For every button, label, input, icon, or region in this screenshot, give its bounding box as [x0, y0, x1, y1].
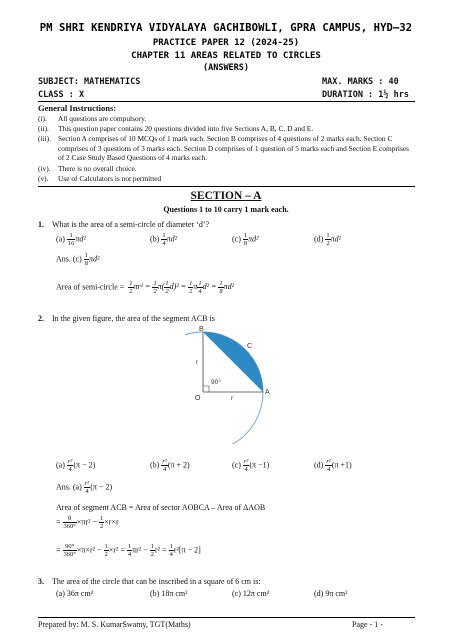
fraction — [188, 280, 193, 295]
fraction — [169, 543, 174, 558]
instruction-text: Section A comprises of 10 MCQs of 1 mark each. Section B comprises of 4 questions of 2 marks each. Section C comprises of 3 questions of 3 marks each. Section D comprises of 1 question of 5 marks each and Section E comprises of 2 Case Study Based Questions of 4 marks each. — [58, 134, 409, 163]
option-c — [232, 458, 269, 473]
denominator: 2 — [153, 288, 157, 295]
numerator: 1 — [189, 280, 193, 287]
instruction-num: (v). — [38, 174, 49, 183]
instruction-text: Use of Calculators is not permitted — [58, 174, 162, 183]
numerator: 1 — [219, 280, 223, 287]
option-expr: (π −1) — [249, 460, 270, 470]
option-label: (d) — [314, 234, 324, 244]
class-label: CLASS : X — [38, 90, 85, 100]
numerator: 1 — [243, 232, 248, 239]
denominator: 360° — [63, 551, 76, 558]
section-title: SECTION – A — [190, 190, 262, 202]
question-3 — [38, 577, 261, 586]
question-text: What is the area of a semi-circle of diameter ‘d’? — [52, 220, 210, 229]
numerator: r² — [326, 458, 331, 465]
fraction — [218, 280, 223, 295]
instruction-num: (ii). — [38, 124, 49, 133]
numerator: 1 — [150, 543, 154, 550]
option-d — [314, 232, 341, 247]
numerator: 1 — [169, 543, 173, 550]
answer-label: Ans. (a) — [56, 482, 82, 492]
instruction-num: (iv). — [38, 164, 51, 173]
label-r-vertical: r — [196, 359, 199, 366]
label-angle: 90° — [211, 379, 221, 386]
option-expr: πd² — [330, 234, 341, 244]
numerator: 1 — [165, 280, 169, 287]
question-1 — [38, 220, 209, 229]
fraction — [164, 280, 169, 295]
instruction-text: There is no overall choice. — [58, 164, 137, 173]
duration-label: DURATION : 1½ hrs — [322, 90, 409, 100]
school-name: PM SHRI KENDRIYA VIDYALAYA GACHIBOWLI, GPRA CAMPUS, HYD–32 — [39, 22, 413, 34]
option-a: (a) 36π cm² — [56, 589, 94, 598]
answer-q2 — [56, 480, 112, 495]
option-label: (d) — [314, 460, 324, 470]
numerator: 1 — [104, 543, 108, 550]
option-b — [150, 232, 177, 247]
working-q1 — [56, 280, 234, 295]
numerator: 1 — [153, 280, 157, 287]
fraction — [197, 280, 202, 295]
option-b — [150, 458, 190, 473]
numerator: r² — [84, 480, 90, 487]
working-label: Area of semi-circle = — [56, 282, 125, 292]
label-c: C — [247, 343, 253, 350]
instruction-text: All questions are compulsory. — [58, 114, 147, 123]
max-marks-label: MAX. MARKS : 40 — [322, 77, 399, 87]
option-b: (b) 18π cm² — [150, 589, 188, 598]
question-number: 2. — [38, 314, 44, 323]
working-expr: $\frac{1}{2}$ πr² = $\frac{1}{2}$ π( $\frac{1}{2}$ d)² = $\frac{1}{2}$ π $\frac{1}{4}$ d² = $\frac{1}{8}$ πd² — [129, 280, 235, 295]
option-expr: πd² — [75, 234, 86, 244]
numerator: 1 — [198, 280, 202, 287]
option-expr: πd² — [248, 234, 259, 244]
numerator: 90° — [63, 543, 77, 551]
option-label: (b) — [150, 460, 160, 470]
footer-page-number: Page - 1 - — [352, 620, 383, 629]
denominator: 16 — [67, 240, 75, 247]
working-q2-line1: Area of segment ACB = Area of sector AOBCA – Area of ΔAOB — [56, 503, 266, 512]
working-q2-line3: = $\frac{90^\circ}{360^\circ}$ ×π×r² − $\frac{1}{2}$ ×r² = $\frac{1}{4}$ πr² − $\frac{1}{2}$ r² = $\frac{1}{4}$ r²[π − 2] — [56, 543, 201, 558]
fraction — [63, 515, 77, 530]
fraction — [128, 280, 133, 295]
label-r-horizontal: r — [231, 395, 234, 402]
numerator: θ — [63, 515, 77, 523]
segment-figure — [185, 322, 305, 444]
numerator: 1 — [84, 252, 89, 259]
denominator: 4 — [68, 466, 72, 473]
fraction — [63, 543, 77, 558]
denominator: 4 — [326, 466, 331, 473]
question-number: 3. — [38, 577, 44, 586]
answer-q1 — [56, 252, 99, 267]
numerator: r² — [67, 458, 73, 465]
divider — [38, 101, 415, 102]
answer-expr: πd² — [89, 254, 100, 264]
label-b: B — [199, 326, 204, 333]
question-text: In the given figure, the area of the segment ACB is — [52, 314, 215, 323]
denominator: 8 — [243, 240, 248, 247]
label-o: O — [195, 395, 201, 402]
denominator: 4 — [162, 240, 166, 247]
denominator: 2 — [104, 551, 108, 558]
denominator: 2 — [150, 551, 154, 558]
instruction-num: (i). — [38, 114, 47, 123]
numerator: 1 — [67, 232, 76, 240]
denominator: 4 — [198, 288, 202, 295]
option-expr: (π − 2) — [73, 460, 96, 470]
option-label: (a) — [56, 234, 65, 244]
denominator: 4 — [162, 466, 167, 473]
denominator: 2 — [129, 288, 133, 295]
numerator: r² — [162, 458, 167, 465]
option-c — [232, 232, 259, 247]
numerator: 1 — [129, 280, 133, 287]
numerator: 1 — [326, 232, 330, 239]
denominator: 2 — [165, 288, 169, 295]
chapter-title: CHAPTER 11 AREAS RELATED TO CIRCLES — [131, 51, 321, 61]
denominator: 8 — [84, 260, 89, 267]
fraction — [152, 280, 157, 295]
denominator: 2 — [189, 288, 193, 295]
option-label: (c) — [232, 460, 241, 470]
numerator: r² — [243, 458, 249, 465]
option-expr: (π +1) — [331, 460, 352, 470]
option-label: (a) — [56, 460, 65, 470]
numerator: 1 — [162, 232, 166, 239]
option-a — [56, 458, 95, 473]
instruction-num: (iii). — [38, 134, 51, 143]
option-c: (c) 12π cm² — [232, 589, 270, 598]
section-subtitle: Questions 1 to 10 carry 1 mark each. — [163, 205, 289, 214]
answer-label: Ans. (c) — [56, 254, 82, 264]
paper-title: PRACTICE PAPER 12 (2024-25) — [152, 38, 300, 48]
option-label: (b) — [150, 234, 160, 244]
right-angle-mark — [203, 386, 209, 392]
denominator: 2 — [100, 523, 104, 530]
label-a: A — [265, 389, 270, 396]
denominator: 4 — [244, 466, 248, 473]
denominator: 4 — [169, 551, 173, 558]
divider — [38, 186, 415, 187]
answer-expr: (π − 2) — [90, 482, 113, 492]
question-text: The area of the circle that can be inscribed in a square of 6 cm is: — [52, 577, 261, 586]
option-a — [56, 232, 86, 247]
denominator: 8 — [219, 288, 223, 295]
numerator: 1 — [127, 543, 132, 550]
option-label: (c) — [232, 234, 241, 244]
option-d — [314, 458, 352, 473]
instruction-text: This question paper contains 20 questions divided into five Sections A, B, C, D and E. — [58, 124, 314, 133]
option-expr: (π + 2) — [167, 460, 190, 470]
denominator: 4 — [85, 488, 89, 495]
option-expr: πd² — [166, 234, 177, 244]
numerator: 1 — [100, 515, 104, 522]
fraction — [150, 543, 155, 558]
option-d: (d) 9π cm² — [314, 589, 348, 598]
instructions-title: General Instructions: — [38, 103, 117, 113]
denominator: 4 — [127, 551, 132, 558]
footer-divider — [38, 617, 415, 618]
footer-prepared-by: Prepared by: M. S. KumarSwamy, TGT(Maths) — [38, 620, 191, 629]
answers-label: (ANSWERS) — [202, 63, 250, 73]
denominator: 2 — [326, 240, 330, 247]
fraction — [99, 515, 104, 530]
working-q2-line2: = $\frac{\theta}{360^\circ}$ ×πr² − $\frac{1}{2}$ ×r×r — [56, 515, 119, 530]
fraction — [104, 543, 109, 558]
subject-label: SUBJECT: MATHEMATICS — [38, 77, 141, 87]
question-number: 1. — [38, 220, 44, 229]
fraction — [127, 543, 132, 558]
denominator: 360° — [63, 523, 76, 530]
